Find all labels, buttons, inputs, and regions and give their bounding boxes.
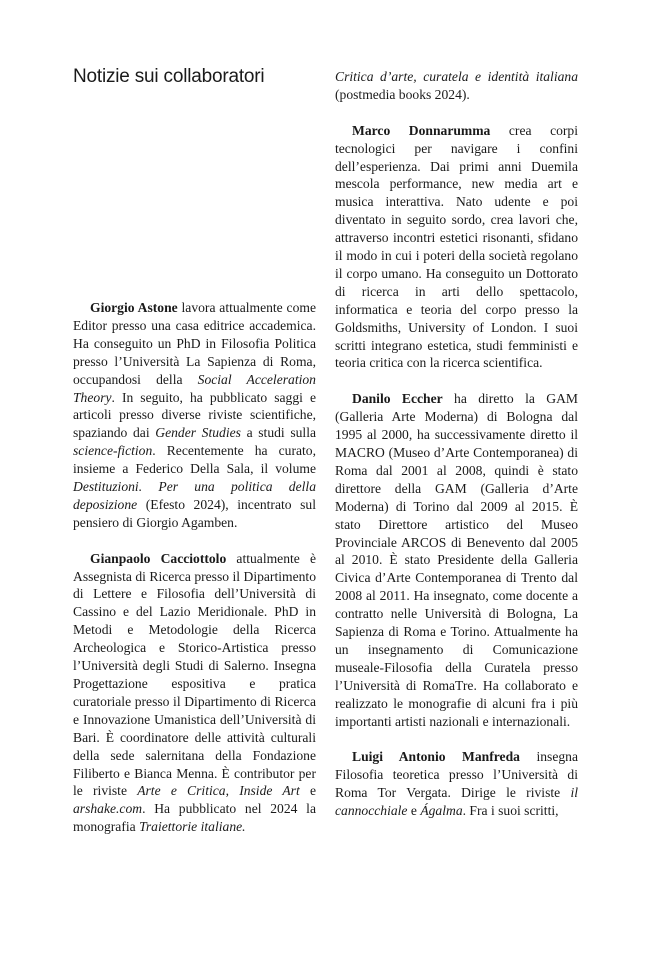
contributor-name: Gianpaolo Cacciottolo — [90, 550, 227, 566]
contributor-name: Danilo Eccher — [352, 391, 443, 407]
left-column — [73, 299, 316, 836]
bio-cacciottolo: Gianpaolo Cacciottolo attualmente è Assegnista di Ricerca presso il Dipartimento di Lettere e Filosofia dell’Università di Cassino e del Lazio Meridionale. PhD in Metodi e Metodologie della Ricerca Archeologica e Storico-Artistica presso l’Università degli Studi di Salerno. Insegna Progettazione espositiva e pratica curatoriale presso il Dipartimento di Ricerca e Innovazione Umanistica dell’Università di Bari. È coordinatore delle attività culturali della sede salernitana della Fondazione Filiberto e Bianca Menna. È contributor per le riviste Arte e Critica, Inside Art e arshake.com. Ha pubblicato nel 2024 la monografia Traiettorie italiane. — [73, 550, 316, 835]
contributor-name: Marco Donnarumma — [352, 122, 491, 138]
right-column — [335, 68, 578, 820]
bio-cacciottolo-continued: Critica d’arte, curatela e identità italiana (postmedia books 2024). — [335, 69, 578, 102]
bio-eccher: Danilo Eccher ha diretto la GAM (Galleria Arte Moderna) di Bologna dal 1995 al 2000, ha successivamente diretto il MACRO (Museo d’Arte Contemporanea) di Roma dal 2001 al 2008, quindi è stato direttore della GAM (Galleria d’Arte Moderna) di Torino dal 2009 al 2015. È stato Direttore artistico del Museo Provinciale ARCOS di Benevento dal 2005 al 2010. È stato Presidente della Galleria Civica d’Arte Contemporanea di Trento dal 2008 al 2011. Ha insegnato, come docente a contratto nelle Università di Bologna, La Sapienza di Roma e Torino. Attualmente ha un insegnamento di Comunicazione museale-Filosofia della Curatela presso l’Università di RomaTre. Ha collaborato e realizzato le monografie di alcuni fra i più importanti artisti nazionali e internazionali. — [335, 391, 578, 729]
contributor-name: Luigi Antonio Manfreda — [352, 749, 520, 765]
bio-donnarumma: Marco Donnarumma crea corpi tecnologici per navigare i confini dell’esperienza. Dai primi anni Duemila mescola performance, new media art e musica interattiva. Nato udente e poi diventato in seguito sordo, crea lavori che, attraverso incontri estetici risonanti, sfidano il modo in cui i poteri della società regolano il corpo umano. Ha conseguito un Dottorato di ricerca in arti dello spettacolo, informatica e teoria del corpo presso la Goldsmiths, University of London. I suoi scritti integrano estetica, studi femministi e teoria critica con la ricerca scientifica. — [335, 122, 578, 371]
bio-manfreda: Luigi Antonio Manfreda insegna Filosofia teoretica presso l’Università di Roma Tor Vergata. Dirige le riviste il cannocchiale e Ágalma. Fra i suoi scritti, — [335, 749, 578, 819]
contributor-name: Giorgio Astone — [90, 300, 178, 315]
bio-astone: Giorgio Astone lavora attualmente come Editor presso una casa editrice accademica. Ha conseguito un PhD in Filosofia Politica presso l’Università La Sapienza di Roma, occupandosi della Social Acceleration Theory. In seguito, ha pubblicato saggi e articoli presso diverse riviste scientifiche, spaziando dai Gender Studies a studi sulla science-fiction. Recentemente ha curato, insieme a Federico Della Sala, il volume Destituzioni. Per una politica della deposizione (Efesto 2024), incentrato sul pensiero di Giorgio Agamben. — [73, 300, 317, 530]
section-heading: Notizie sui collaboratori — [73, 66, 265, 87]
